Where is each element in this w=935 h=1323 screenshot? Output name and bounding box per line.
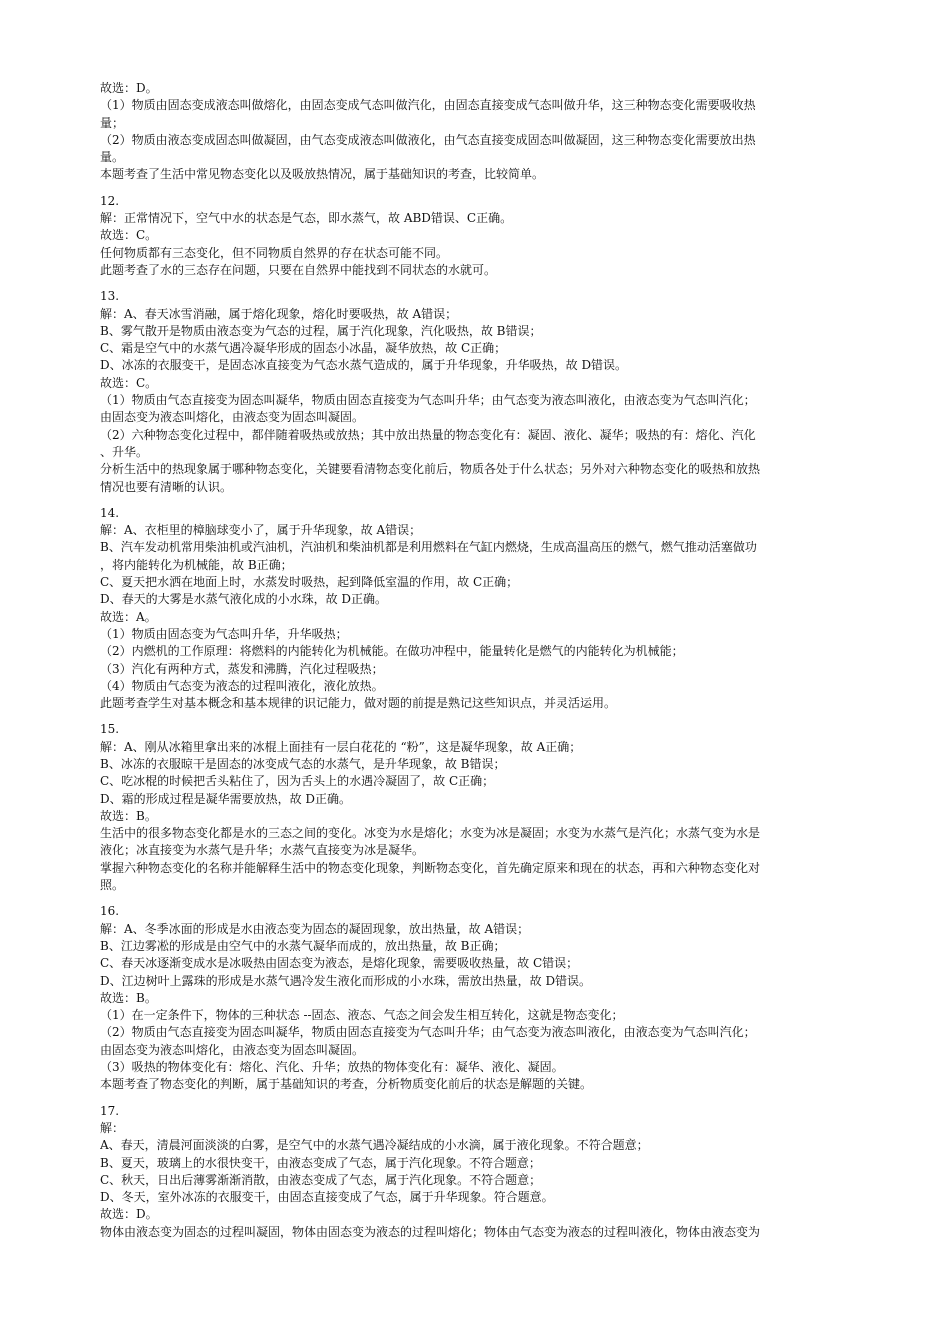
- text-line: （1）在一定条件下，物体的三种状态 --固态、液态、气态之间会发生相互转化，这就是物态变化；: [100, 1008, 624, 1023]
- text-line: B、汽车发动机常用柴油机或汽油机，汽油机和柴油机都是利用燃料在气缸内燃烧，生成高温高压的燃气，燃气推动活塞做功: [100, 540, 757, 555]
- text-line: 解：: [100, 1120, 125, 1135]
- answer-12: [100, 193, 835, 279]
- spacer: [100, 184, 835, 193]
- text-line: C、夏天把水洒在地面上时，水蒸发时吸热，起到降低室温的作用，故 C正确；: [100, 575, 519, 590]
- text-line: 量；: [100, 115, 125, 130]
- text-line: D、冬天，室外冰冻的衣服变干，由固态直接变成了气态，属于升华现象。符合题意。: [100, 1190, 554, 1205]
- text-line: 故选：D。: [100, 81, 158, 95]
- spacer: [100, 279, 835, 288]
- text-line: （1）物质由气态直接变为固态叫凝华，物质由固态直接变为气态叫升华；由气态变为液态叫液化，由液态变为气态叫汽化；: [100, 393, 756, 408]
- question-number: 14.: [100, 505, 120, 520]
- text-line: 本题考查了生活中常见物态变化以及吸放热情况，属于基础知识的考查，比较简单。: [100, 167, 545, 182]
- question-number: 15.: [100, 722, 120, 737]
- text-line: 故选：D。: [100, 1207, 158, 1222]
- text-line: 解：A、春天冰雪消融，属于熔化现象，熔化时要吸热，故 A错误；: [100, 306, 458, 321]
- answer-13: [100, 288, 835, 496]
- text-line: 故选：C。: [100, 375, 158, 390]
- spacer: [100, 1094, 835, 1103]
- spacer: [100, 712, 835, 721]
- text-line: D、江边树叶上露珠的形成是水蒸气遇冷发生液化而形成的小水珠，需放出热量，故 D错误。: [100, 973, 592, 988]
- text-line: 此题考查学生对基本概念和基本规律的识记能力，做对题的前提是熟记这些知识点，并灵活运用。: [100, 696, 617, 711]
- text-line: 故选：B。: [100, 808, 157, 823]
- text-line: （2）六种物态变化过程中，都伴随着吸热或放热；其中放出热量的物态变化有：凝固、液化、凝华；吸热的有：熔化、汽化: [100, 427, 756, 442]
- text-line: 液化；冰直接变为水蒸气是升华；水蒸气直接变为冰是凝华。: [100, 843, 425, 858]
- text-line: 生活中的很多物态变化都是水的三态之间的变化。冰变为水是熔化；水变为冰是凝固；水变为水蒸气是汽化；水蒸气变为水是: [100, 826, 761, 841]
- text-line: （3）汽化有两种方式，蒸发和沸腾，汽化过程吸热；: [100, 661, 384, 676]
- text-line: 由固态变为液态叫熔化，由液态变为固态叫凝固。: [100, 410, 365, 425]
- answer-16: [100, 903, 835, 1093]
- text-line: 解：A、冬季冰面的形成是水由液态变为固态的凝固现象，放出热量，故 A错误；: [100, 921, 530, 936]
- question-number: 17.: [100, 1103, 120, 1118]
- text-line: 解：A、刚从冰箱里拿出来的冰棍上面挂有一层白花花的 “粉”，这是凝华现象，故 A正确；: [100, 739, 582, 754]
- text-line: 由固态变为液态叫熔化，由液态变为固态叫凝固。: [100, 1042, 365, 1057]
- text-line: B、冰冻的衣服晾干是固态的冰变成气态的水蒸气，是升华现象，故 B错误；: [100, 756, 506, 771]
- spacer: [100, 496, 835, 505]
- question-number: 16.: [100, 904, 120, 919]
- text-line: 情况也要有清晰的认识。: [100, 479, 233, 494]
- text-line: D、霜的形成过程是凝华需要放热，故 D正确。: [100, 791, 352, 806]
- text-line: 照。: [100, 878, 125, 893]
- text-line: 分析生活中的热现象属于哪种物态变化，关键要看清物态变化前后，物质各处于什么状态；另外对六种物态变化的吸热和放热: [100, 462, 761, 477]
- text-line: 任何物质都有三态变化，但不同物质自然界的存在状态可能不同。: [100, 245, 449, 260]
- text-line: ，将内能转化为机械能，故 B正确；: [100, 557, 293, 572]
- text-line: （3）吸热的物体变化有：熔化、汽化、升华；放热的物体变化有：凝华、液化、凝固。: [100, 1060, 564, 1075]
- text-line: 故选：A。: [100, 609, 157, 624]
- answer-15: [100, 721, 835, 894]
- block-11-tail: [100, 80, 835, 184]
- question-number: 12.: [100, 193, 120, 208]
- text-line: B、雾气散开是物质由液态变为气态的过程，属于汽化现象，汽化吸热，故 B错误；: [100, 323, 542, 338]
- text-line: D、春天的大雾是水蒸气液化成的小水珠，故 D正确。: [100, 592, 388, 607]
- text-line: D、冰冻的衣服变干，是固态冰直接变为气态水蒸气造成的，属于升华现象，升华吸热，故 D错误。: [100, 358, 628, 373]
- text-line: C、吃冰棍的时候把舌头粘住了，因为舌头上的水遇冷凝固了，故 C正确；: [100, 774, 495, 789]
- text-line: （2）物质由气态直接变为固态叫凝华，物质由固态直接变为气态叫升华；由气态变为液态叫液化，由液态变为气态叫汽化；: [100, 1025, 756, 1040]
- text-line: C、霜是空气中的水蒸气遇冷凝华形成的固态小冰晶，凝华放热，故 C正确；: [100, 341, 507, 356]
- text-line: （2）内燃机的工作原理：将燃料的内能转化为机械能。在做功冲程中，能量转化是燃气的内能转化为机械能；: [100, 644, 684, 659]
- text-line: （4）物质由气态变为液态的过程叫液化，液化放热。: [100, 678, 384, 693]
- question-number: 13.: [100, 289, 120, 304]
- text-line: 故选：C。: [100, 228, 158, 243]
- text-line: 、升华。: [100, 444, 149, 459]
- text-line: B、夏天，玻璃上的水很快变干，由液态变成了气态，属于汽化现象。不符合题意；: [100, 1155, 541, 1170]
- spacer: [100, 894, 835, 903]
- text-line: 量。: [100, 150, 125, 165]
- text-line: B、江边雾凇的形成是由空气中的水蒸气凝华而成的，放出热量，故 B正确；: [100, 938, 506, 953]
- answer-14: [100, 505, 835, 713]
- text-line: C、春天冰逐渐变成水是冰吸热由固态变为液态，是熔化现象，需要吸收热量，故 C错误；: [100, 956, 579, 971]
- text-line: 故选：B。: [100, 990, 157, 1005]
- text-line: （2）物质由液态变成固态叫做凝固，由气态变成液态叫做液化，由气态直接变成固态叫做凝固，这三种物态变化需要放出热: [100, 132, 756, 147]
- text-line: A、春天，清晨河面淡淡的白雾，是空气中的水蒸气遇冷凝结成的小水滴，属于液化现象。不符合题意；: [100, 1138, 649, 1153]
- text-line: 解：正常情况下，空气中水的状态是气态，即水蒸气，故 ABD错误、C正确。: [100, 211, 513, 226]
- text-line: 解：A、衣柜里的樟脑球变小了，属于升华现象，故 A错误；: [100, 523, 422, 538]
- text-line: 本题考查了物态变化的判断，属于基础知识的考查，分析物质变化前后的状态是解题的关键。: [100, 1077, 593, 1092]
- text-line: 此题考查了水的三态存在问题，只要在自然界中能找到不同状态的水就可。: [100, 262, 497, 277]
- text-line: 物体由液态变为固态的过程叫凝固，物体由固态变为液态的过程叫熔化；物体由气态变为液态的过程叫液化，物体由液态变为: [100, 1224, 761, 1239]
- text-line: C、秋天，日出后薄雾渐渐消散，由液态变成了气态，属于汽化现象。不符合题意；: [100, 1172, 542, 1187]
- text-line: （1）物质由固态变成液态叫做熔化，由固态变成气态叫做汽化，由固态直接变成气态叫做升华，这三种物态变化需要吸收热: [100, 98, 756, 113]
- text-line: 掌握六种物态变化的名称并能解释生活中的物态变化现象，判断物态变化，首先确定原来和现在的状态，再和六种物态变化对: [100, 860, 761, 875]
- answer-17: [100, 1103, 835, 1241]
- text-line: （1）物质由固态变为气态叫升华，升华吸热；: [100, 626, 348, 641]
